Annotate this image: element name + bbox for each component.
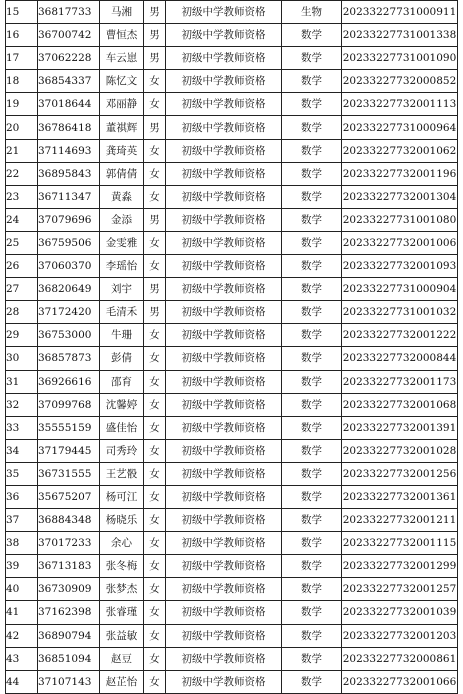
gender-cell: 女 (144, 393, 166, 416)
certificate-number-cell: 20233227732001211 (342, 509, 458, 532)
gender-cell: 女 (144, 93, 166, 116)
person-name-cell: 金雯雅 (100, 231, 144, 254)
certificate-number-cell: 20233227731000964 (342, 116, 458, 139)
certificate-number-cell: 20233227732001093 (342, 255, 458, 278)
gender-cell: 女 (144, 185, 166, 208)
table-row (6, 439, 458, 462)
exam-number-cell: 36890794 (38, 624, 100, 647)
subject-cell: 数学 (282, 370, 342, 393)
subject-cell: 数学 (282, 462, 342, 485)
exam-number-cell: 36820649 (38, 278, 100, 301)
certificate-number-cell: 20233227731000904 (342, 278, 458, 301)
gender-cell: 女 (144, 231, 166, 254)
exam-number-cell: 35555159 (38, 416, 100, 439)
person-name-cell: 董祺辉 (100, 116, 144, 139)
table-row (6, 301, 458, 324)
qualification-type-cell: 初级中学教师资格 (166, 532, 282, 555)
row-index-cell: 27 (6, 278, 38, 301)
table-row (6, 624, 458, 647)
row-index-cell: 34 (6, 439, 38, 462)
person-name-cell: 黄淼 (100, 185, 144, 208)
qualification-type-cell: 初级中学教师资格 (166, 393, 282, 416)
subject-cell: 数学 (282, 185, 342, 208)
gender-cell: 男 (144, 208, 166, 231)
exam-number-cell: 37018644 (38, 93, 100, 116)
gender-cell: 女 (144, 439, 166, 462)
exam-number-cell: 36857873 (38, 347, 100, 370)
certificate-number-cell: 20233227732000852 (342, 70, 458, 93)
exam-number-cell: 37172420 (38, 301, 100, 324)
qualification-type-cell: 初级中学教师资格 (166, 670, 282, 693)
qualification-type-cell: 初级中学教师资格 (166, 370, 282, 393)
certificate-number-cell: 20233227732001006 (342, 231, 458, 254)
person-name-cell: 李瑶怡 (100, 255, 144, 278)
person-name-cell: 沈馨婷 (100, 393, 144, 416)
gender-cell: 女 (144, 139, 166, 162)
row-index-cell: 28 (6, 301, 38, 324)
row-index-cell: 33 (6, 416, 38, 439)
table-row (6, 485, 458, 508)
person-name-cell: 邓丽静 (100, 93, 144, 116)
subject-cell: 数学 (282, 393, 342, 416)
subject-cell: 数学 (282, 70, 342, 93)
person-name-cell: 杨可江 (100, 485, 144, 508)
row-index-cell: 16 (6, 24, 38, 47)
gender-cell: 女 (144, 347, 166, 370)
table-row (6, 24, 458, 47)
table-row (6, 578, 458, 601)
gender-cell: 女 (144, 485, 166, 508)
certificate-number-cell: 20233227732001203 (342, 624, 458, 647)
gender-cell: 女 (144, 647, 166, 670)
qualification-type-cell: 初级中学教师资格 (166, 278, 282, 301)
row-index-cell: 32 (6, 393, 38, 416)
row-index-cell: 38 (6, 532, 38, 555)
person-name-cell: 杨晓乐 (100, 509, 144, 532)
gender-cell: 女 (144, 70, 166, 93)
gender-cell: 女 (144, 578, 166, 601)
subject-cell: 数学 (282, 647, 342, 670)
certificate-number-cell: 20233227732001299 (342, 555, 458, 578)
table-row (6, 393, 458, 416)
exam-number-cell: 36731555 (38, 462, 100, 485)
qualification-type-cell: 初级中学教师资格 (166, 116, 282, 139)
exam-number-cell: 35675207 (38, 485, 100, 508)
qualification-type-cell: 初级中学教师资格 (166, 462, 282, 485)
table-row (6, 601, 458, 624)
qualification-type-cell: 初级中学教师资格 (166, 93, 282, 116)
subject-cell: 数学 (282, 93, 342, 116)
qualification-type-cell: 初级中学教师资格 (166, 485, 282, 508)
certificate-number-cell: 20233227732001062 (342, 139, 458, 162)
table-row (6, 416, 458, 439)
table-row (6, 462, 458, 485)
gender-cell: 女 (144, 670, 166, 693)
row-index-cell: 30 (6, 347, 38, 370)
person-name-cell: 毛清禾 (100, 301, 144, 324)
row-index-cell: 24 (6, 208, 38, 231)
row-index-cell: 35 (6, 462, 38, 485)
exam-number-cell: 37107143 (38, 670, 100, 693)
person-name-cell: 曹恒杰 (100, 24, 144, 47)
qualification-type-cell: 初级中学教师资格 (166, 439, 282, 462)
qualification-type-cell: 初级中学教师资格 (166, 301, 282, 324)
row-index-cell: 43 (6, 647, 38, 670)
row-index-cell: 37 (6, 509, 38, 532)
table-row (6, 370, 458, 393)
table-row (6, 93, 458, 116)
exam-number-cell: 36854337 (38, 70, 100, 93)
gender-cell: 女 (144, 370, 166, 393)
person-name-cell: 邵育 (100, 370, 144, 393)
exam-number-cell: 37179445 (38, 439, 100, 462)
qualification-type-cell: 初级中学教师资格 (166, 1, 282, 24)
subject-cell: 数学 (282, 231, 342, 254)
row-index-cell: 44 (6, 670, 38, 693)
table-row (6, 162, 458, 185)
subject-cell: 数学 (282, 208, 342, 231)
qualification-type-cell: 初级中学教师资格 (166, 208, 282, 231)
table-row (6, 324, 458, 347)
subject-cell: 数学 (282, 324, 342, 347)
row-index-cell: 31 (6, 370, 38, 393)
qualification-type-cell: 初级中学教师资格 (166, 70, 282, 93)
certificate-number-cell: 20233227731001080 (342, 208, 458, 231)
table-row (6, 278, 458, 301)
row-index-cell: 15 (6, 1, 38, 24)
subject-cell: 数学 (282, 47, 342, 70)
qualification-type-cell: 初级中学教师资格 (166, 162, 282, 185)
person-name-cell: 金添 (100, 208, 144, 231)
person-name-cell: 赵芷怡 (100, 670, 144, 693)
subject-cell: 数学 (282, 439, 342, 462)
person-name-cell: 余心 (100, 532, 144, 555)
subject-cell: 数学 (282, 24, 342, 47)
row-index-cell: 25 (6, 231, 38, 254)
subject-cell: 数学 (282, 601, 342, 624)
qualification-type-cell: 初级中学教师资格 (166, 24, 282, 47)
exam-number-cell: 36713183 (38, 555, 100, 578)
qualification-type-cell: 初级中学教师资格 (166, 647, 282, 670)
qualification-type-cell: 初级中学教师资格 (166, 555, 282, 578)
exam-number-cell: 36730909 (38, 578, 100, 601)
gender-cell: 女 (144, 555, 166, 578)
certificate-number-cell: 20233227731001032 (342, 301, 458, 324)
subject-cell: 生物 (282, 1, 342, 24)
certificate-number-cell: 20233227732001391 (342, 416, 458, 439)
qualification-type-cell: 初级中学教师资格 (166, 416, 282, 439)
certificate-number-cell: 20233227732001068 (342, 393, 458, 416)
table-row (6, 116, 458, 139)
subject-cell: 数学 (282, 116, 342, 139)
roster-table (5, 0, 458, 694)
table-row (6, 555, 458, 578)
certificate-number-cell: 20233227732001304 (342, 185, 458, 208)
table-row (6, 670, 458, 693)
gender-cell: 男 (144, 116, 166, 139)
gender-cell: 男 (144, 47, 166, 70)
certificate-number-cell: 20233227732001361 (342, 485, 458, 508)
certificate-number-cell: 20233227732001222 (342, 324, 458, 347)
exam-number-cell: 36817733 (38, 1, 100, 24)
table-row (6, 532, 458, 555)
exam-number-cell: 36895843 (38, 162, 100, 185)
qualification-type-cell: 初级中学教师资格 (166, 255, 282, 278)
subject-cell: 数学 (282, 509, 342, 532)
table-row (6, 255, 458, 278)
row-index-cell: 22 (6, 162, 38, 185)
subject-cell: 数学 (282, 578, 342, 601)
qualification-type-cell: 初级中学教师资格 (166, 578, 282, 601)
certificate-number-cell: 20233227731000911 (342, 1, 458, 24)
subject-cell: 数学 (282, 670, 342, 693)
row-index-cell: 19 (6, 93, 38, 116)
person-name-cell: 郭倩倩 (100, 162, 144, 185)
gender-cell: 男 (144, 301, 166, 324)
gender-cell: 女 (144, 416, 166, 439)
person-name-cell: 陈忆文 (100, 70, 144, 93)
certificate-number-cell: 20233227732001039 (342, 601, 458, 624)
certificate-number-cell: 20233227732000861 (342, 647, 458, 670)
person-name-cell: 彭倩 (100, 347, 144, 370)
table-row (6, 647, 458, 670)
row-index-cell: 36 (6, 485, 38, 508)
gender-cell: 女 (144, 324, 166, 347)
exam-number-cell: 37099768 (38, 393, 100, 416)
row-index-cell: 41 (6, 601, 38, 624)
gender-cell: 男 (144, 24, 166, 47)
exam-number-cell: 36700742 (38, 24, 100, 47)
exam-number-cell: 36711347 (38, 185, 100, 208)
qualification-type-cell: 初级中学教师资格 (166, 47, 282, 70)
exam-number-cell: 37060370 (38, 255, 100, 278)
qualification-type-cell: 初级中学教师资格 (166, 601, 282, 624)
subject-cell: 数学 (282, 347, 342, 370)
table-row (6, 70, 458, 93)
row-index-cell: 40 (6, 578, 38, 601)
gender-cell: 女 (144, 601, 166, 624)
qualification-type-cell: 初级中学教师资格 (166, 185, 282, 208)
certificate-number-cell: 20233227732001257 (342, 578, 458, 601)
subject-cell: 数学 (282, 255, 342, 278)
gender-cell: 女 (144, 509, 166, 532)
row-index-cell: 23 (6, 185, 38, 208)
row-index-cell: 42 (6, 624, 38, 647)
subject-cell: 数学 (282, 139, 342, 162)
qualification-type-cell: 初级中学教师资格 (166, 139, 282, 162)
exam-number-cell: 37079696 (38, 208, 100, 231)
exam-number-cell: 36786418 (38, 116, 100, 139)
table-row (6, 185, 458, 208)
subject-cell: 数学 (282, 624, 342, 647)
certificate-number-cell: 20233227732001173 (342, 370, 458, 393)
subject-cell: 数学 (282, 532, 342, 555)
certificate-number-cell: 20233227732000844 (342, 347, 458, 370)
row-index-cell: 21 (6, 139, 38, 162)
row-index-cell: 20 (6, 116, 38, 139)
person-name-cell: 马湘 (100, 1, 144, 24)
certificate-number-cell: 20233227732001196 (342, 162, 458, 185)
exam-number-cell: 37162398 (38, 601, 100, 624)
exam-number-cell: 36926616 (38, 370, 100, 393)
subject-cell: 数学 (282, 278, 342, 301)
row-index-cell: 17 (6, 47, 38, 70)
certificate-number-cell: 20233227732001113 (342, 93, 458, 116)
person-name-cell: 刘宇 (100, 278, 144, 301)
exam-number-cell: 37017233 (38, 532, 100, 555)
qualification-type-cell: 初级中学教师资格 (166, 509, 282, 532)
qualification-type-cell: 初级中学教师资格 (166, 347, 282, 370)
subject-cell: 数学 (282, 162, 342, 185)
person-name-cell: 司秀玲 (100, 439, 144, 462)
person-name-cell: 张睿瑾 (100, 601, 144, 624)
gender-cell: 女 (144, 255, 166, 278)
person-name-cell: 牛珊 (100, 324, 144, 347)
gender-cell: 女 (144, 462, 166, 485)
person-name-cell: 张冬梅 (100, 555, 144, 578)
person-name-cell: 车云崽 (100, 47, 144, 70)
gender-cell: 女 (144, 624, 166, 647)
table-row (6, 47, 458, 70)
certificate-number-cell: 20233227732001028 (342, 439, 458, 462)
subject-cell: 数学 (282, 555, 342, 578)
certificate-number-cell: 20233227732001256 (342, 462, 458, 485)
table-row (6, 347, 458, 370)
gender-cell: 女 (144, 162, 166, 185)
exam-number-cell: 37114693 (38, 139, 100, 162)
table-row (6, 231, 458, 254)
certificate-number-cell: 20233227732001115 (342, 532, 458, 555)
row-index-cell: 29 (6, 324, 38, 347)
table-row (6, 1, 458, 24)
person-name-cell: 王艺骰 (100, 462, 144, 485)
exam-number-cell: 36851094 (38, 647, 100, 670)
row-index-cell: 18 (6, 70, 38, 93)
person-name-cell: 张益敏 (100, 624, 144, 647)
person-name-cell: 赵豆 (100, 647, 144, 670)
qualification-type-cell: 初级中学教师资格 (166, 231, 282, 254)
table-row (6, 509, 458, 532)
gender-cell: 男 (144, 278, 166, 301)
person-name-cell: 龚琦英 (100, 139, 144, 162)
person-name-cell: 张梦杰 (100, 578, 144, 601)
person-name-cell: 盛佳怡 (100, 416, 144, 439)
qualification-type-cell: 初级中学教师资格 (166, 624, 282, 647)
subject-cell: 数学 (282, 485, 342, 508)
exam-number-cell: 36884348 (38, 509, 100, 532)
subject-cell: 数学 (282, 301, 342, 324)
roster-body (6, 1, 458, 694)
row-index-cell: 26 (6, 255, 38, 278)
exam-number-cell: 37062228 (38, 47, 100, 70)
exam-number-cell: 36759506 (38, 231, 100, 254)
exam-number-cell: 36753000 (38, 324, 100, 347)
row-index-cell: 39 (6, 555, 38, 578)
certificate-number-cell: 20233227732001066 (342, 670, 458, 693)
table-row (6, 139, 458, 162)
gender-cell: 男 (144, 1, 166, 24)
subject-cell: 数学 (282, 416, 342, 439)
gender-cell: 女 (144, 532, 166, 555)
certificate-number-cell: 20233227731001090 (342, 47, 458, 70)
qualification-type-cell: 初级中学教师资格 (166, 324, 282, 347)
certificate-number-cell: 20233227731001338 (342, 24, 458, 47)
table-row (6, 208, 458, 231)
